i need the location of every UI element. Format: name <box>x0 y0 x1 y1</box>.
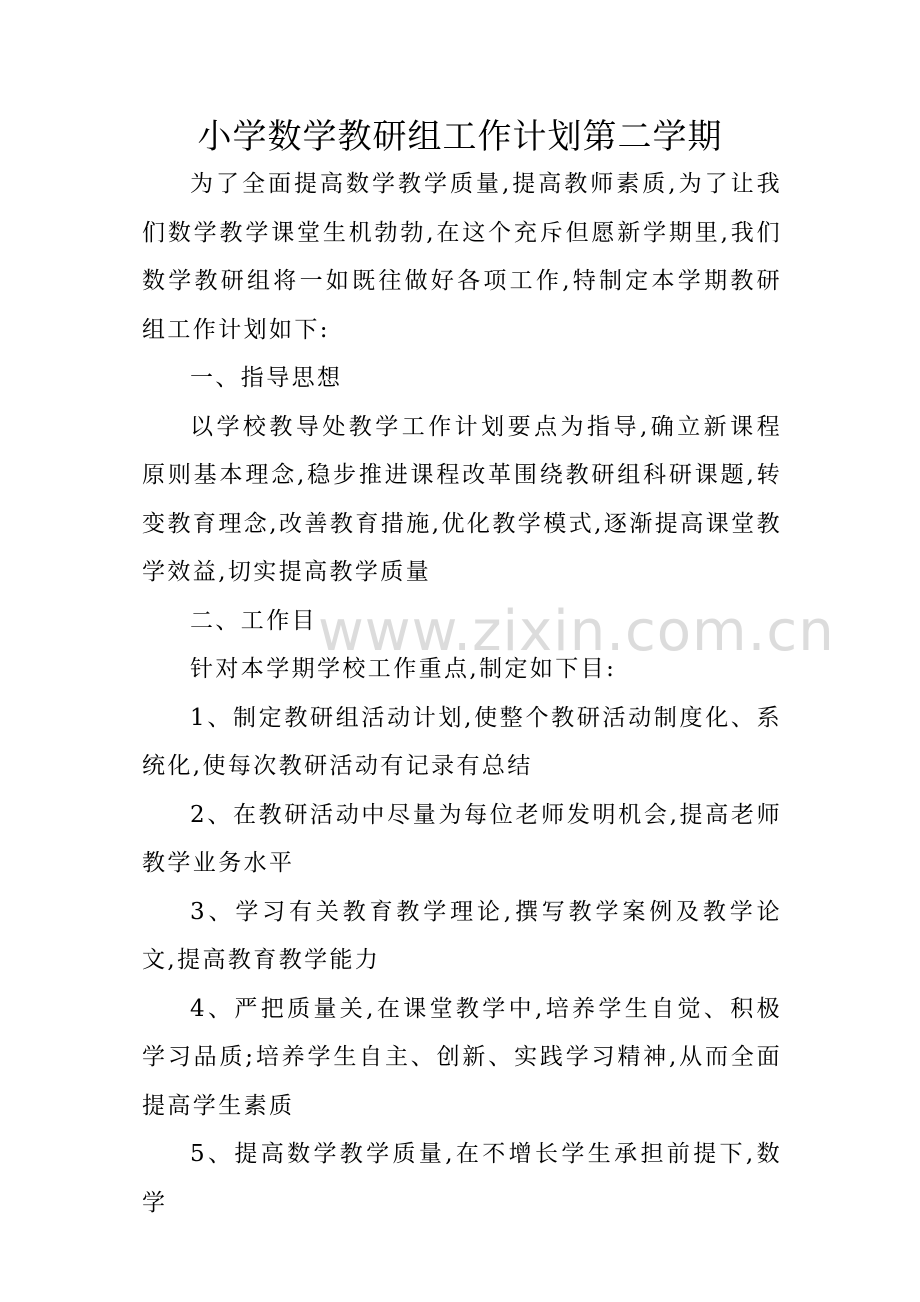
paragraph-guiding-ideology: 以学校教导处教学工作计划要点为指导,确立新课程原则基本理念,稳步推进课程改革围绕教研组科研课题,转变教育理念,改善教育措施,优化教学模式,逐渐提高课堂教学效益,切实提高教学质量 <box>142 413 782 585</box>
document-title: 小学数学教研组工作计划第二学期 <box>197 117 723 157</box>
list-item-goal-1: 1、制定教研组活动计划,使整个教研活动制度化、系统化,使每次教研活动有记录有总结 <box>142 704 782 779</box>
paragraph-goals-intro: 针对本学期学校工作重点,制定如下目: <box>190 656 617 682</box>
section-heading-guiding-ideology: 一、指导思想 <box>190 365 343 391</box>
document-body <box>142 160 782 1227</box>
list-item-goal-4: 4、严把质量关,在课堂教学中,培养学生自觉、积极学习品质;培养学生自主、创新、实践学习精神,从而全面提高学生素质 <box>142 995 782 1119</box>
watermark: www.zixin.com.cn <box>318 599 835 664</box>
list-item-goal-3: 3、学习有关教育教学理论,撰写教学案例及教学论文,提高教育教学能力 <box>142 898 782 973</box>
list-item-goal-2: 2、在教研活动中尽量为每位老师发明机会,提高老师教学业务水平 <box>142 801 782 876</box>
paragraph-intro: 为了全面提高数学教学质量,提高教师素质,为了让我们数学教学课堂生机勃勃,在这个充斥但愿新学期里,我们数学教研组将一如既往做好各项工作,特制定本学期教研组工作计划如下: <box>142 171 782 343</box>
section-heading-work-goals: 二、工作目 <box>190 607 317 634</box>
list-item-goal-5: 5、提高数学教学质量,在不增长学生承担前提下,数学 <box>142 1141 782 1216</box>
